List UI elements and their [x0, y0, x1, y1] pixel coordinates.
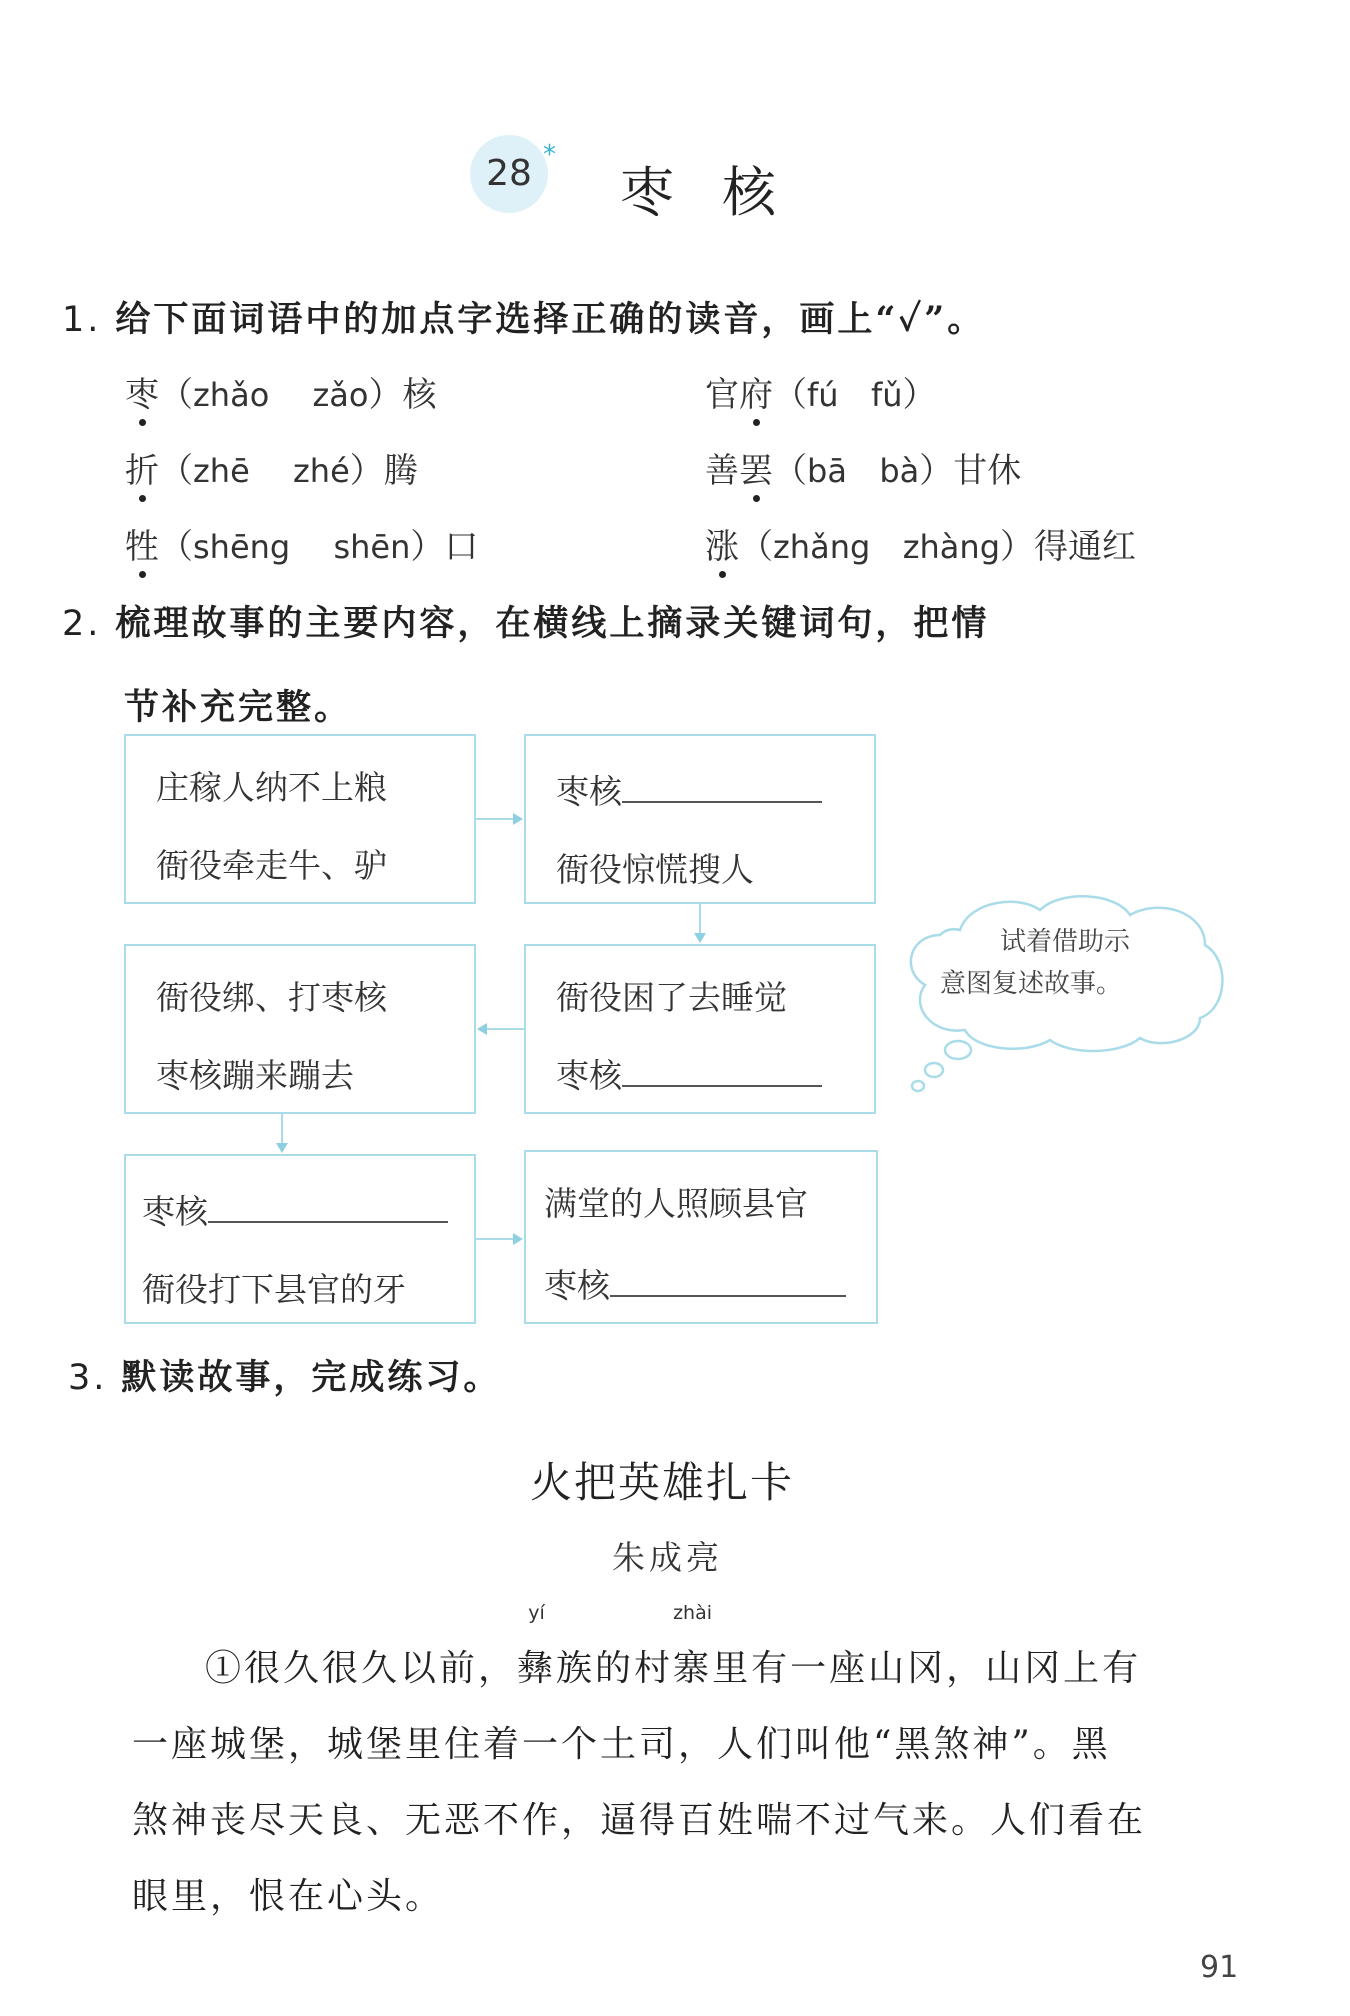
answer-blank[interactable]	[610, 1265, 846, 1297]
pinyin-option-2[interactable]: zǎo	[312, 376, 369, 414]
pinyin-option-2[interactable]: fǔ	[870, 376, 903, 414]
pinyin-option-2[interactable]: shēn	[333, 528, 411, 566]
dotted-char: 涨	[705, 519, 739, 568]
flow-box-2: 枣核 衙役惊慌搜人	[524, 734, 876, 904]
q1-item-3[interactable]: 牲（shēng shēn）口	[125, 519, 478, 568]
q2-prompt-line2: 节补充完整。	[124, 687, 353, 728]
ruby-char: zhài 寨	[673, 1602, 713, 1689]
q2-number: 2.	[62, 604, 102, 644]
story-title: 火把英雄扎卡	[530, 1458, 795, 1507]
q1-text: 给下面词语中的加点字选择正确的读音，画上“✓”。	[115, 299, 986, 340]
q1-item-2[interactable]: 折（zhē zhé）腾	[125, 443, 418, 492]
arrowhead-down	[694, 933, 706, 943]
q3-prompt: 3. 默读故事，完成练习。	[68, 1357, 502, 1398]
story-paragraph-line-1: ①很久很久以前， yí 彝族的村 zhài 寨里有一座山冈，山冈上有	[205, 1602, 1142, 1689]
cloud-text-line1: 试着借助示	[1000, 927, 1131, 957]
arrowhead-down	[276, 1143, 288, 1153]
q3-number: 3.	[68, 1358, 108, 1398]
q1-item-4[interactable]: 官府（fú fǔ）	[705, 367, 937, 416]
q1-item-1[interactable]: 枣（zhǎo zǎo）核	[125, 367, 436, 416]
q1-prompt	[62, 292, 985, 342]
story-paragraph-line-4: 眼里，恨在心头。	[132, 1876, 445, 1917]
pinyin-option-2[interactable]: bà	[879, 452, 920, 490]
arrowhead-right	[513, 813, 523, 825]
arrow-down-4-5	[281, 1114, 283, 1144]
arrow-right-1-2	[476, 818, 514, 820]
lesson-number: 28	[486, 153, 532, 194]
pinyin-option-1[interactable]: zhǎng	[773, 528, 871, 566]
story-author: 朱成亮	[612, 1538, 723, 1577]
pinyin-option-2[interactable]: zhé	[293, 452, 350, 490]
arrowhead-left	[477, 1023, 487, 1035]
q2-prompt-line1: 2. 梳理故事的主要内容，在横线上摘录关键词句，把情	[62, 603, 990, 644]
ruby-char: yí 彝	[517, 1602, 557, 1689]
q1-item-5[interactable]: 善罢（bā bà）甘休	[705, 443, 1021, 492]
story-paragraph-line-3: 煞神丧尽天良、无恶不作，逼得百姓喘不过气来。人们看在	[132, 1800, 1147, 1841]
arrow-left-3-4	[486, 1028, 524, 1030]
pinyin-option-1[interactable]: fú	[807, 376, 839, 414]
answer-blank[interactable]	[622, 771, 822, 803]
dotted-char: 枣	[125, 367, 159, 416]
lesson-star-mark: *	[543, 140, 556, 170]
arrow-down-2-3	[699, 904, 701, 934]
dotted-char: 牲	[125, 519, 159, 568]
cloud-text-line2: 意图复述故事。	[940, 969, 1123, 999]
flow-box-6: 满堂的人照顾县官 枣核	[524, 1150, 878, 1324]
flow-box-5: 枣核 衙役打下县官的牙	[124, 1154, 476, 1324]
pinyin-option-1[interactable]: zhē	[193, 452, 250, 490]
pinyin-option-2[interactable]: zhàng	[902, 528, 1000, 566]
page-number: 91	[1200, 1950, 1239, 1985]
lesson-title: 枣核	[620, 161, 824, 224]
flow-box-1: 庄稼人纳不上粮 衙役牵走牛、驴	[124, 734, 476, 904]
arrowhead-right	[513, 1233, 523, 1245]
dotted-char: 罢	[739, 443, 773, 492]
flow-box-4: 衙役绑、打枣核 枣核蹦来蹦去	[124, 944, 476, 1114]
pinyin-option-1[interactable]: bā	[807, 452, 847, 490]
flow-box-3: 衙役困了去睡觉 枣核	[524, 944, 876, 1114]
story-paragraph-line-2: 一座城堡，城堡里住着一个土司，人们叫他“黑煞神”。黑	[132, 1724, 1111, 1765]
q1-number: 1.	[62, 300, 102, 340]
pinyin-option-1[interactable]: zhǎo	[193, 376, 270, 414]
arrow-right-5-6	[476, 1238, 514, 1240]
answer-blank[interactable]	[208, 1191, 448, 1223]
pinyin-option-1[interactable]: shēng	[193, 528, 291, 566]
q1-item-6[interactable]: 涨（zhǎng zhàng）得通红	[705, 519, 1136, 568]
answer-blank[interactable]	[622, 1055, 822, 1087]
dotted-char: 府	[739, 367, 773, 416]
dotted-char: 折	[125, 443, 159, 492]
